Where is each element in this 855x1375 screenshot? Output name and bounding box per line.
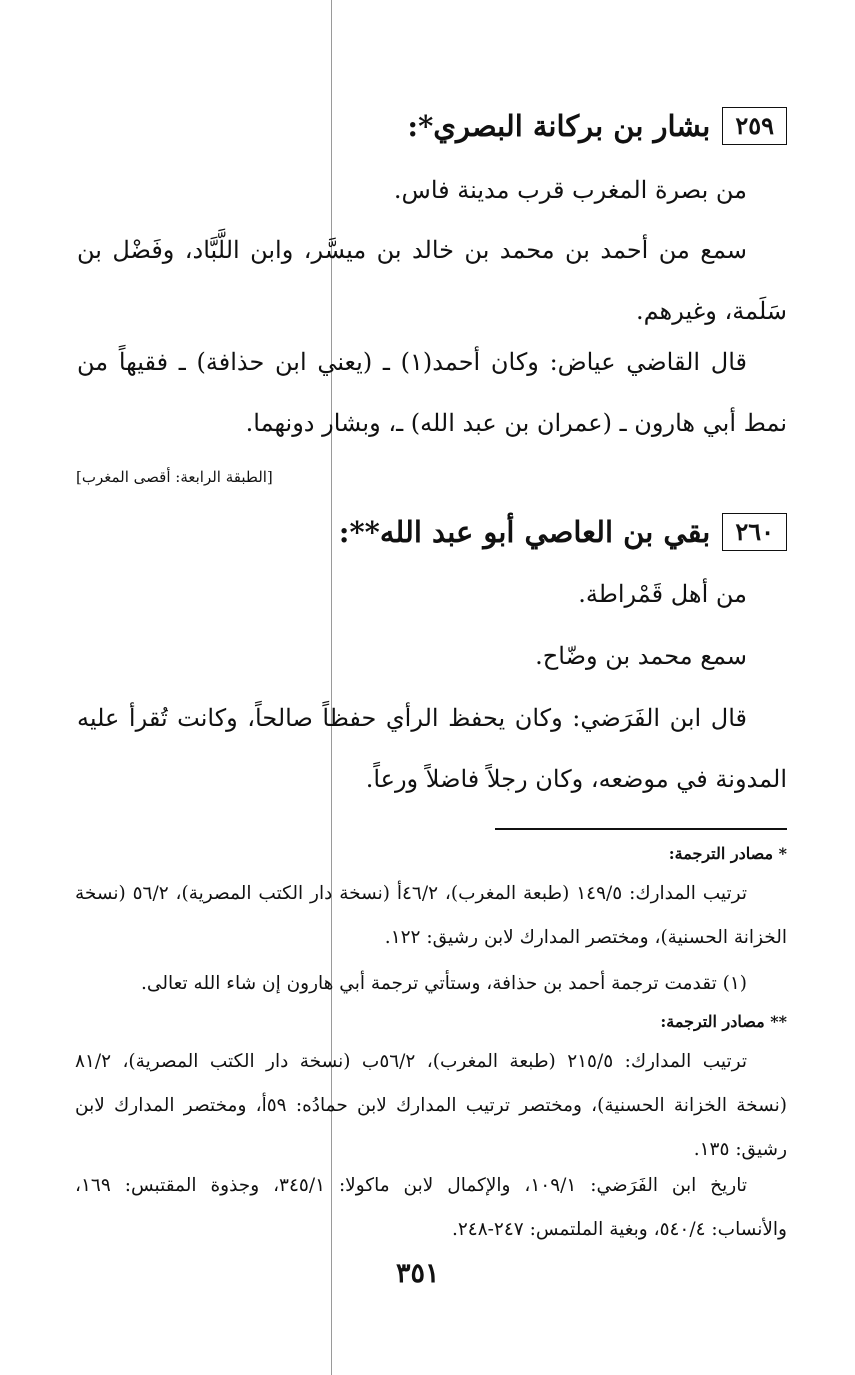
entry-260-heading (339, 512, 787, 552)
entry-origin: من بصرة المغرب قرب مدينة فاس. (393, 176, 747, 204)
entry-heard-from: سمع من أحمد بن محمد بن خالد بن ميسَّر، وابن اللَّبَّاد، وفَضْل بن سَلَمة، وغيرهم. (77, 236, 787, 325)
footnote-sources: ترتيب المدارك: ٢١٥/٥ (طبعة المغرب)، ٥٦/٢ب (نسخة دار الكتب المصرية)، ٨١/٢ (نسخة الخزانة الحسنية)، ومختصر ترتيب المدارك لابن حمادُه: ٥٩أ، ومختصر المدارك لابن رشيق: ١٣٥. (75, 1051, 787, 1160)
entry-heard-from: سمع محمد بن وضّاح. (535, 642, 747, 670)
entry-origin: من أهل قَمْراطة. (578, 580, 747, 608)
footnote-sources: تاريخ ابن الفَرَضي: ١٠٩/١، والإكمال لابن ماكولا: ٣٤٥/١، وجذوة المقتبس: ١٦٩، والأنساب: ٥٤٠/٤، وبغية الملتمس: ٢٤٧-٢٤٨. (75, 1175, 787, 1240)
footnote-sources: ترتيب المدارك: ١٤٩/٥ (طبعة المغرب)، ٤٦/٢أ (نسخة دار الكتب المصرية)، ٥٦/٢ (نسخة الخزانة الحسنية)، ومختصر المدارك لابن رشيق: ١٢٢. (75, 883, 787, 948)
entry-259-heading (407, 106, 787, 146)
footnote-separator (495, 828, 787, 830)
footnote-sources-heading: ** مصادر الترجمة: (660, 1012, 787, 1031)
page-number: ٣٥١ (396, 1258, 440, 1289)
footnote-sources-heading: * مصادر الترجمة: (668, 844, 787, 863)
footnote-note: (١) تقدمت ترجمة أحمد بن حذافة، وستأتي ترجمة أبي هارون إن شاء الله تعالى. (141, 973, 747, 994)
entry-number-box: ٢٥٩ (722, 107, 787, 145)
entry-quote: قال ابن الفَرَضي: وكان يحفظ الرأي حفظاً صالحاً، وكانت تُقرأ عليه المدونة في موضعه، وكان رجلاً فاضلاً ورعاً. (77, 704, 787, 793)
entry-number-box: ٢٦٠ (722, 513, 787, 551)
classification-note: [الطبقة الرابعة: أقصى المغرب] (76, 468, 273, 486)
entry-quote: قال القاضي عياض: وكان أحمد(١) ـ (يعني ابن حذافة) ـ فقيهاً من نمط أبي هارون ـ (عمران بن عبد الله) ـ، وبشار دونهما. (77, 348, 787, 437)
entry-title: بقي بن العاصي أبو عبد الله**: (338, 515, 711, 549)
entry-title: بشار بن بركانة البصري*: (407, 109, 711, 143)
